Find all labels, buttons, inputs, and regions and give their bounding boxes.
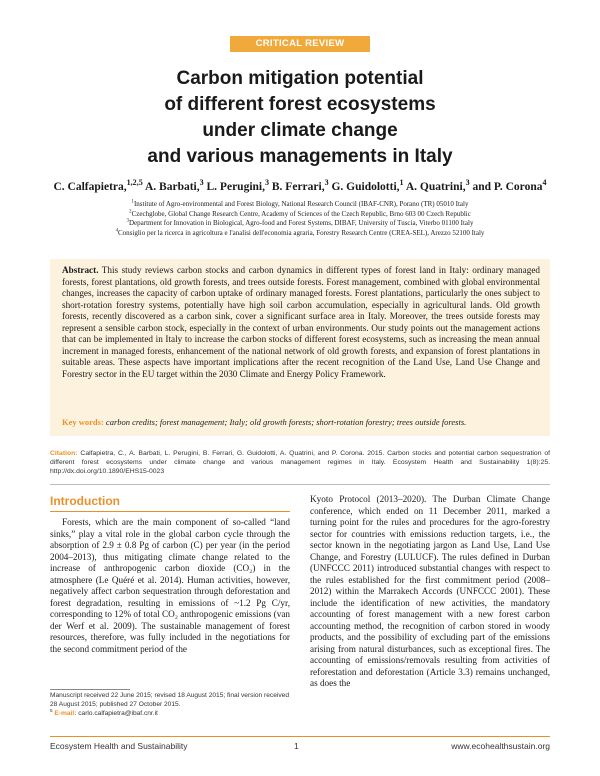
keywords <box>62 417 540 428</box>
affiliation <box>40 219 560 229</box>
page-number: 1 <box>294 741 299 751</box>
affiliation-list <box>40 200 560 238</box>
corresponding-email <box>50 707 290 719</box>
heading-underline <box>50 511 290 512</box>
author-affil-marker: 3 <box>199 178 204 188</box>
citation <box>50 449 550 476</box>
affiliation <box>40 200 560 210</box>
author-name: C. Calfapietra, <box>53 181 127 193</box>
divider <box>50 484 550 485</box>
affiliation-text: Czechglobe, Global Change Research Centre, Academy of Sciences of the Czech Republic, Brno 603 00 Czech Republic <box>131 209 471 218</box>
body-column-left <box>50 517 290 655</box>
title-line: and various managements in Italy <box>147 146 453 167</box>
article-title <box>40 66 560 170</box>
manuscript-dates: Manuscript received 22 June 2015; revised 18 August 2015; final version received 28 August 2015; published 27 October 2015. <box>50 692 289 708</box>
author-affil-marker: 1,2,5 <box>126 178 143 188</box>
author-name: G. Guidolotti, <box>331 181 400 193</box>
title-line: of different forest ecosystems <box>164 94 436 115</box>
footer-website-link[interactable]: www.ecohealthsustain.org <box>451 741 550 751</box>
citation-text: Calfapietra, C., A. Barbati, L. Perugini, B. Ferrari, G. Guidolotti, A. Quatrini, and P. Corona. 2015. Carbon stocks and potential carbon sequestration of different forest ecosystems under climate change and various management regimes in Italy. Ecosystem Health and Sustainability 1(8):25. http://dx.doi.org/10.1890/EHS15-0023 <box>50 450 550 475</box>
abstract-body: This study reviews carbon stocks and carbon dynamics in different types of forest land in Italy: ordinary managed forests, forest plantations, old growth forests, and trees outside forests. Forest management, combined with global environmental changes, increases the capacity of carbon uptake of ordinary managed forests. Forest plantations, particularly the ones subject to short-rotation forestry systems, potentially have high soil carbon accumulation, especially in agricultural lands. Old growth forests, recently discovered as a carbon sink, cover a significant surface area in Italy. Moreover, the trees outside forests may represent a sensible carbon stock, especially in the context of urban environments. Our study points out the management actions that can be implemented in Italy to increase the carbon stocks of different forest ecosystems, such as increasing the mean annual increment in managed forests, enhancement of the national network of old growth forests, and expansion of forest plantations in suitable areas. These aspects have important implications after the recent recognition of the Land Use, Land Use Change and Forestry sector in the EU target within the 2030 Climate and Energy Policy Framework. <box>62 265 540 379</box>
footer-divider <box>50 736 550 737</box>
author-name: A. Barbati, <box>144 181 200 193</box>
keywords-text: carbon credits; forest management; Italy; old growth forests; short-rotation forestry; trees outside forests. <box>105 417 467 427</box>
author-affil-marker: 3 <box>264 178 270 188</box>
section-label-banner: CRITICAL REVIEW <box>230 36 370 52</box>
section-heading-introduction: Introduction <box>50 494 120 508</box>
author-affil-marker: 3 <box>324 178 329 188</box>
author-affil-marker: 4 <box>542 178 547 188</box>
citation-label: Citation: <box>50 450 78 457</box>
footnote-divider <box>50 689 130 690</box>
affiliation-text: Department for Innovation in Biological, Agro-food and Forest Systems, DIBAF, University of Tuscia, Viterbo 01100 Italy <box>128 219 474 227</box>
affiliation-number: 1 <box>131 199 134 205</box>
footnote <box>50 692 290 718</box>
email-link[interactable]: carlo.calfapietra@ibaf.cnr.it <box>78 709 158 717</box>
footer-journal-name: Ecosystem Health and Sustainability <box>50 741 188 751</box>
body-column-right <box>310 494 550 690</box>
keywords-label: Key words: <box>62 417 104 427</box>
author-name: and P. Corona <box>472 181 543 193</box>
abstract <box>62 265 540 380</box>
affiliation-number: 4 <box>115 228 119 234</box>
affiliation-number: 2 <box>129 209 132 215</box>
title-line: under climate change <box>202 120 398 141</box>
footnote-marker: 5 <box>50 707 53 713</box>
affiliation <box>40 229 560 239</box>
abstract-label: Abstract. <box>62 265 99 275</box>
affiliation-text: Consiglio per la ricerca in agricoltura e l'analisi dell'economia agraria, Forestry Research Centre (CREA-SEL), Arezzo 52100 Italy <box>118 228 485 237</box>
author-name: B. Ferrari, <box>271 181 325 193</box>
body-paragraph: Forests, which are the main component of so-called “land sinks,” play a vital role in the global carbon cycle through the absorption of 2.9 ± 0.8 Pg of carbon (C) per year (in the period 2004–2013), thus mitigating climate change related to the increase of anthropogenic carbon dioxide (CO₂) in the atmosphere (Le Quéré et al. 2014). Human activities, however, negatively affect carbon sequestration through deforestation and forest degradation, resulting in emissions of ~1.2 Pg C/yr, corresponding to 12% of total CO₂ anthropogenic emissions (van der Werf et al. 2009). The sustainable management of forest resources, therefore, was fully included in the negotiations for the second commitment period of the <box>50 517 290 654</box>
author-name: A. Quatrini, <box>405 181 466 193</box>
affiliation-text: Institute of Agro-environmental and Forest Biology, National Research Council (IBAF-CNR), Porano (TR) 05010 Italy <box>133 200 469 208</box>
author-affil-marker: 3 <box>465 178 470 188</box>
email-label: E-mail: <box>54 709 77 717</box>
affiliation-number: 3 <box>126 218 129 224</box>
author-affil-marker: 1 <box>399 178 404 188</box>
title-line: Carbon mitigation potential <box>176 68 424 89</box>
author-list <box>40 180 560 194</box>
author-name: L. Perugini, <box>206 181 265 193</box>
affiliation <box>40 210 560 220</box>
body-paragraph: Kyoto Protocol (2013–2020). The Durban Climate Change conference, which ended on 11 December 2011, marked a turning point for the rules and procedures for the agro-forestry sector for countries with emissions reduction targets, i.e., the sector known in the negotiating jargon as Land Use, Land Use Change, and Forestry (LULUCF). The rules defined in Durban (UNFCCC 2011) introduced substantial changes with respect to the rules established for the first commitment period (2008–2012) within the Marrakech Accords (UNFCCC 2001). These include the identification of new activities, the mandatory accounting of forest management with a new forest carbon accounting method, the recognition of carbon stored in woody products, and the possibility of excluding part of the emissions arising from natural disturbances, such as exceptional fires. The accounting of emissions/removals resulting from activities of reforestation and deforestation (Article 3.3) remains unchanged, as does the <box>310 494 550 688</box>
